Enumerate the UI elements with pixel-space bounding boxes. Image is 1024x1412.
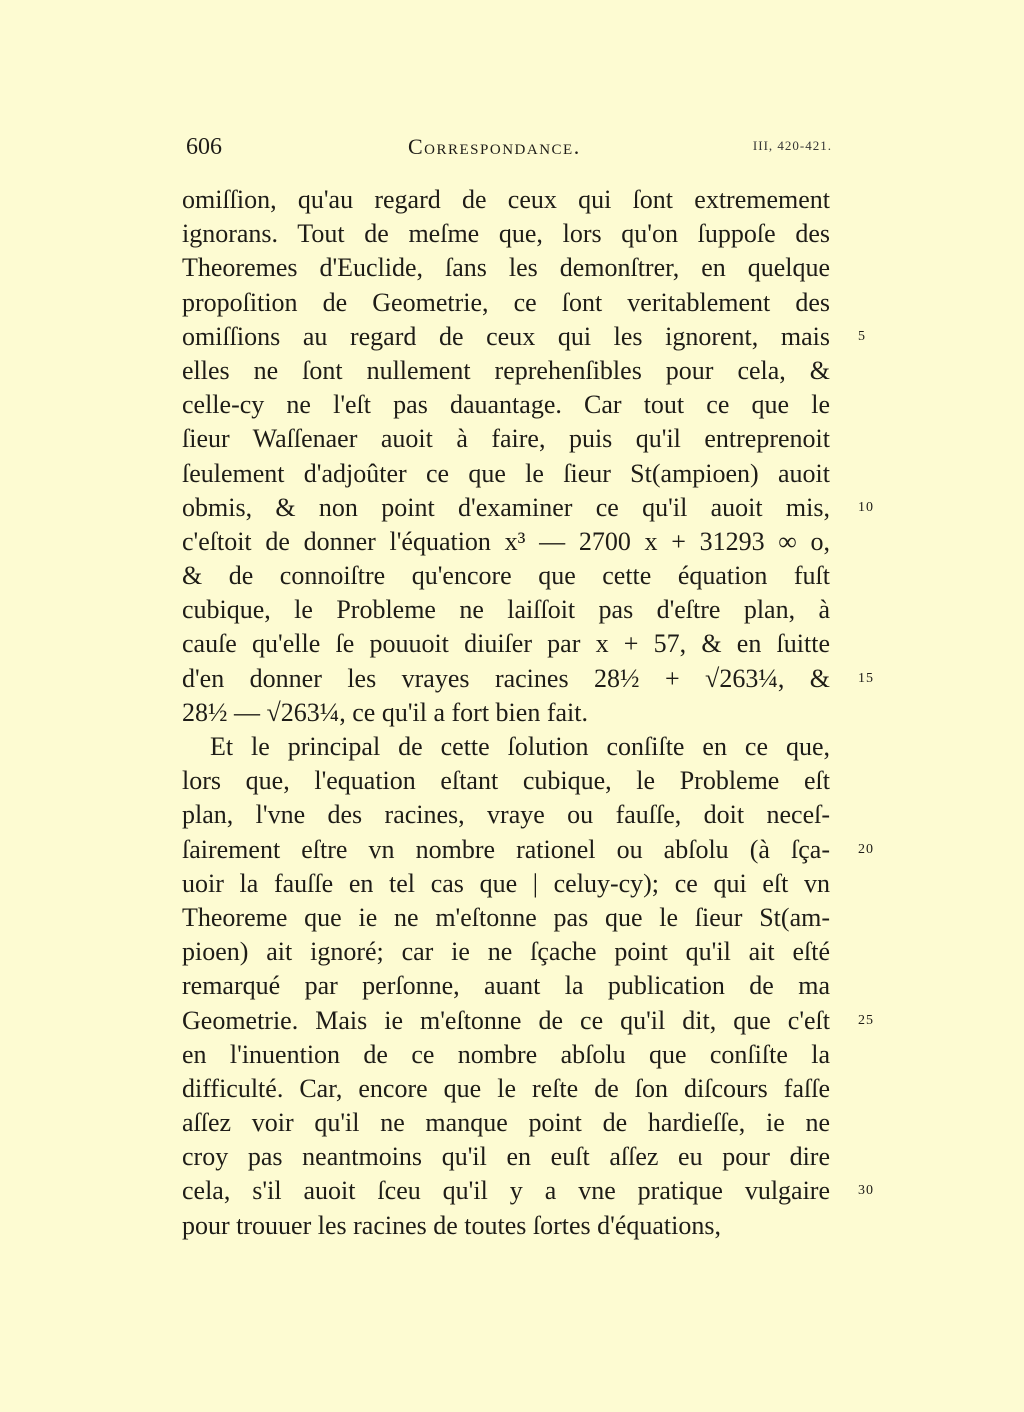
line-text: difficulté. Car, encore que le reſte de ſon diſcours faſſe (182, 1073, 830, 1103)
line-text: propoſition de Geometrie, ce ſont veritablement des (182, 287, 830, 317)
running-header (186, 134, 832, 170)
line-text: d'en donner les vrayes racines 28½ + √263¼, & (182, 663, 830, 693)
text-line (182, 217, 830, 251)
line-text: cauſe qu'elle ſe pouuoit diuiſer par x + 57, & en ſuitte (182, 629, 830, 659)
line-text: c'eſtoit de donner l'équation x³ — 2700 x + 31293 ∞ o, (182, 526, 830, 556)
text-line (182, 183, 830, 217)
line-text: ſeulement d'adjoûter ce que le ſieur St(ampioen) auoit (182, 458, 830, 488)
line-text: pour trouuer les racines de toutes ſortes d'équations, (182, 1210, 721, 1240)
line-text: remarqué par perſonne, auant la publication de ma (182, 971, 830, 1001)
text-line (182, 1209, 830, 1243)
text-line (182, 935, 830, 969)
text-line (182, 251, 830, 285)
text-line (182, 457, 830, 491)
line-text: Theoremes d'Euclide, ſans les demonſtrer, en quelque (182, 253, 830, 283)
text-line (182, 593, 830, 627)
text-line (182, 662, 874, 696)
line-text: cela, s'il auoit ſceu qu'il y a vne pratique vulgaire (182, 1176, 830, 1206)
line-text: croy pas neantmoins qu'il en euſt aſſez eu pour dire (182, 1142, 830, 1172)
text-line (182, 798, 830, 832)
line-text: ignorans. Tout de meſme que, lors qu'on ſuppoſe des (182, 219, 830, 249)
text-line (182, 833, 874, 867)
line-text: aſſez voir qu'il ne manque point de hardieſſe, ie ne (182, 1108, 830, 1138)
text-line (182, 1072, 830, 1106)
line-number: 15 (858, 670, 874, 686)
line-text: celle-cy ne l'eſt pas dauantage. Car tout ce que le (182, 390, 830, 420)
line-number: 25 (858, 1012, 874, 1028)
text-line (182, 1106, 830, 1140)
volume-reference: III, 420-421. (752, 138, 832, 153)
text-line (182, 354, 830, 388)
line-text: lors que, l'equation eſtant cubique, le Probleme eſt (182, 766, 830, 796)
line-text: uoir la fauſſe en tel cas que | celuy-cy); ce qui eſt vn (182, 868, 830, 898)
text-line (182, 969, 830, 1003)
line-text: Theoreme que ie ne m'eſtonne pas que le ſieur St(am- (182, 902, 830, 932)
text-line (182, 1004, 874, 1038)
text-line (182, 1038, 830, 1072)
line-text: Geometrie. Mais ie m'eſtonne de ce qu'il dit, que c'eſt (182, 1005, 830, 1035)
line-text: ſairement eſtre vn nombre rationel ou abſolu (à ſça- (182, 834, 830, 864)
text-line (182, 491, 874, 525)
text-line (182, 422, 830, 456)
page-number: 606 (186, 134, 222, 160)
text-line (182, 320, 866, 354)
text-line (182, 388, 830, 422)
text-line (182, 696, 830, 730)
text-line (182, 525, 830, 559)
text-line (182, 627, 830, 661)
text-line (182, 764, 830, 798)
text-line (182, 901, 830, 935)
line-text: 28½ — √263¼, ce qu'il a fort bien fait. (182, 697, 588, 727)
text-line (182, 730, 830, 764)
line-text: pioen) ait ignoré; car ie ne ſçache point qu'il ait eſté (182, 937, 830, 967)
line-number: 10 (858, 499, 874, 515)
body-text (182, 183, 874, 1243)
line-number: 30 (858, 1183, 874, 1199)
text-line (182, 867, 830, 901)
line-number: 5 (858, 328, 866, 344)
text-line (182, 286, 830, 320)
line-text: en l'inuention de ce nombre abſolu que conſiſte la (182, 1039, 830, 1069)
line-text: obmis, & non point d'examiner ce qu'il auoit mis, (182, 492, 830, 522)
line-number: 20 (858, 841, 874, 857)
line-text: cubique, le Probleme ne laiſſoit pas d'eſtre plan, à (182, 595, 830, 625)
line-text: omiſſions au regard de ceux qui les ignorent, mais (182, 321, 830, 351)
running-title: Correspondance. (408, 134, 581, 159)
line-text: omiſſion, qu'au regard de ceux qui ſont extremement (182, 185, 830, 214)
line-text: & de connoiſtre qu'encore que cette équation fuſt (182, 561, 830, 591)
line-text: plan, l'vne des racines, vraye ou fauſſe, doit neceſ- (182, 800, 830, 830)
text-line (182, 1174, 874, 1208)
line-text: ſieur Waſſenaer auoit à faire, puis qu'il entreprenoit (182, 424, 830, 454)
text-line (182, 559, 830, 593)
text-line (182, 1140, 830, 1174)
line-text: elles ne ſont nullement reprehenſibles pour cela, & (182, 355, 830, 385)
line-text: Et le principal de cette ſolution conſiſte en ce que, (210, 732, 830, 761)
